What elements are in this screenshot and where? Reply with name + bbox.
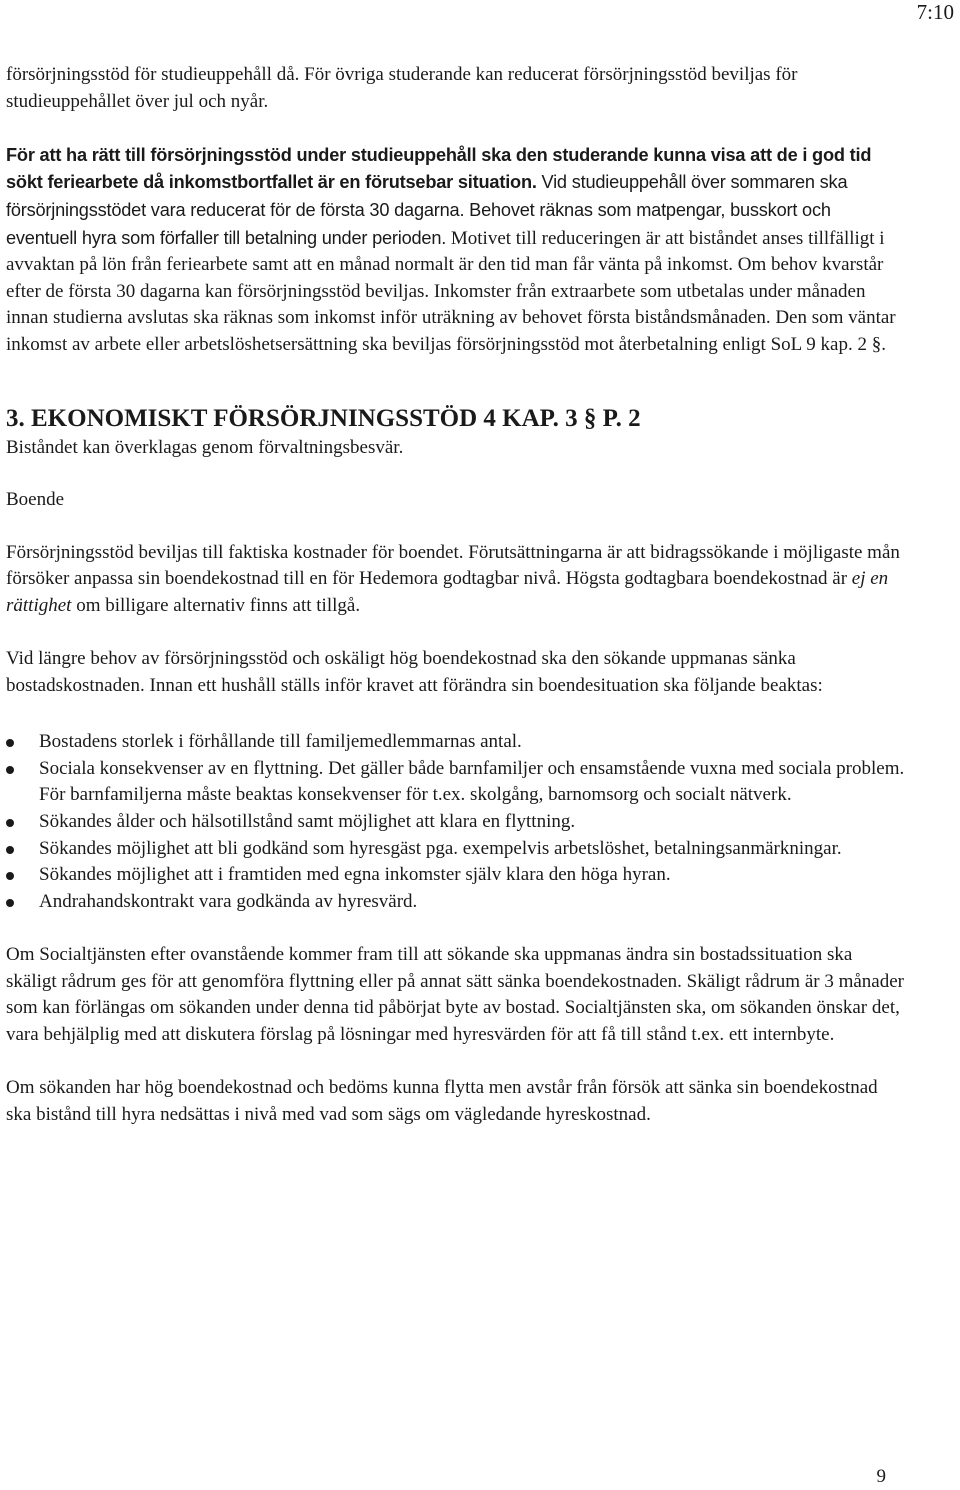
list-item-text: Andrahandskontrakt vara godkända av hyresvärd. (39, 890, 418, 912)
bullet-icon (6, 899, 14, 907)
paragraph-sans-text: Vid studieuppehåll över sommaren ska försörjningsstödet vara reducerat för de första 30 dagarna. Behovet räknas som matpengar, busskort och eventuell hyra som förfaller till betalning under perioden. (6, 172, 848, 248)
paragraph-boende-costs (6, 540, 906, 620)
list-item (6, 836, 906, 863)
list-item (6, 809, 906, 836)
bullet-icon (6, 846, 14, 854)
list-item (6, 889, 906, 916)
list-item (6, 756, 906, 809)
bullet-icon (6, 766, 14, 774)
bullet-icon (6, 739, 14, 747)
paragraph-boende-longer-need: Vid längre behov av försörjningsstöd och oskäligt hög boendekostnad ska den sökande uppmanas sänka bostadskostnaden. Innan ett hushåll ställs inför kravet att förändra sin boendesituation ska följande beaktas: (6, 648, 823, 696)
list-item-text: Sökandes möjlighet att i framtiden med egna inkomster själv klara den höga hyran. (39, 864, 671, 886)
boende-text-end: om billigare alternativ finns att tillgå. (76, 594, 361, 616)
considerations-list (6, 729, 906, 915)
document-body (6, 62, 906, 1128)
list-item-text: Sökandes ålder och hälsotillstånd samt möjlighet att klara en flyttning. (39, 811, 576, 833)
list-item (6, 862, 906, 889)
subheading-boende: Boende (6, 488, 65, 510)
boende-text-start: Försörjningsstöd beviljas till faktiska kostnader för boendet. Förutsättningarna är att bidragssökande i möjligaste mån försöker anpassa sin boendekostnad till en för Hedemora godtagbar nivå. Högsta godtagbara boendekostnad är (6, 541, 900, 590)
page-identifier: 7:10 (916, 0, 954, 24)
boende-text-emphasis: ej en rättighet (6, 568, 889, 616)
list-item-text: Sociala konsekvenser av en flyttning. Det gäller både barnfamiljer och ensamstående vuxna med sociala problem. För barnfamiljerna måste beaktas konsekvenser för t.ex. skolgång, barnomsorg och socialt nätverk. (39, 757, 905, 806)
paragraph-boende-reduction: Om sökanden har hög boendekostnad och bedöms kunna flytta men avstår från försök att sänka sin boendekostnad ska bistånd till hyra nedsättas i nivå med vad som sägs om vägledande hyreskostnad. (6, 1077, 878, 1125)
bullet-icon (6, 872, 14, 880)
section-heading: 3. EKONOMISKT FÖRSÖRJNINGSSTÖD 4 KAP. 3 § P. 2 (6, 404, 641, 432)
paragraph-boende-respite: Om Socialtjänsten efter ovanstående kommer fram till att sökande ska uppmanas ändra sin bostadssituation ska skäligt rådrum ges för att genomföra flyttning eller på annat sätt sänka boendekostnaden. Skäligt rådrum är 3 månader som kan förlängas om sökanden under denna tid påbörjat byte av bostad. Socialtjänsten ska, om sökanden önskar det, vara behjälplig med att diskutera förslag på lösningar med hyresvärden för att få till stånd t.ex. ett internbyte. (6, 944, 904, 1045)
bullet-icon (6, 819, 14, 827)
appeal-note: Biståndet kan överklagas genom förvaltningsbesvär. (6, 436, 404, 458)
paragraph-study-break-rules (6, 142, 906, 359)
page-number: 9 (876, 1466, 886, 1487)
list-item (6, 729, 906, 756)
list-item-text: Sökandes möjlighet att bli godkänd som hyresgäst pga. exempelvis arbetslöshet, betalningsanmärkningar. (39, 837, 842, 859)
list-item-text: Bostadens storlek i förhållande till familjemedlemmarnas antal. (39, 731, 522, 753)
paragraph-serif-text: Motivet till reduceringen är att biståndet anses tillfälligt i avvaktan på lön från feriearbete samt att en månad normalt är den tid man får vänta på inkomst. Om behov kvarstår efter de första 30 dagarna kan försörjningsstöd beviljas. Inkomster från extraarbete som utbetalas under månaden innan studierna avslutas ska räknas som inkomst inför uträkning av behovet första biståndsmånaden. Den som väntar inkomst av arbete eller arbetslöshetsersättning ska beviljas försörjningsstöd mot återbetalning enligt SoL 9 kap. 2 §. (6, 227, 896, 355)
paragraph-study-break: försörjningsstöd för studieuppehåll då. För övriga studerande kan reducerat försörjningsstöd beviljas för studieuppehållet över jul och nyår. (6, 64, 798, 112)
paragraph-bold-text: För att ha rätt till försörjningsstöd under studieuppehåll ska den studerande kunna visa att de i god tid sökt feriearbete då inkomstbortfallet är en förutsebar situation. (6, 144, 872, 193)
